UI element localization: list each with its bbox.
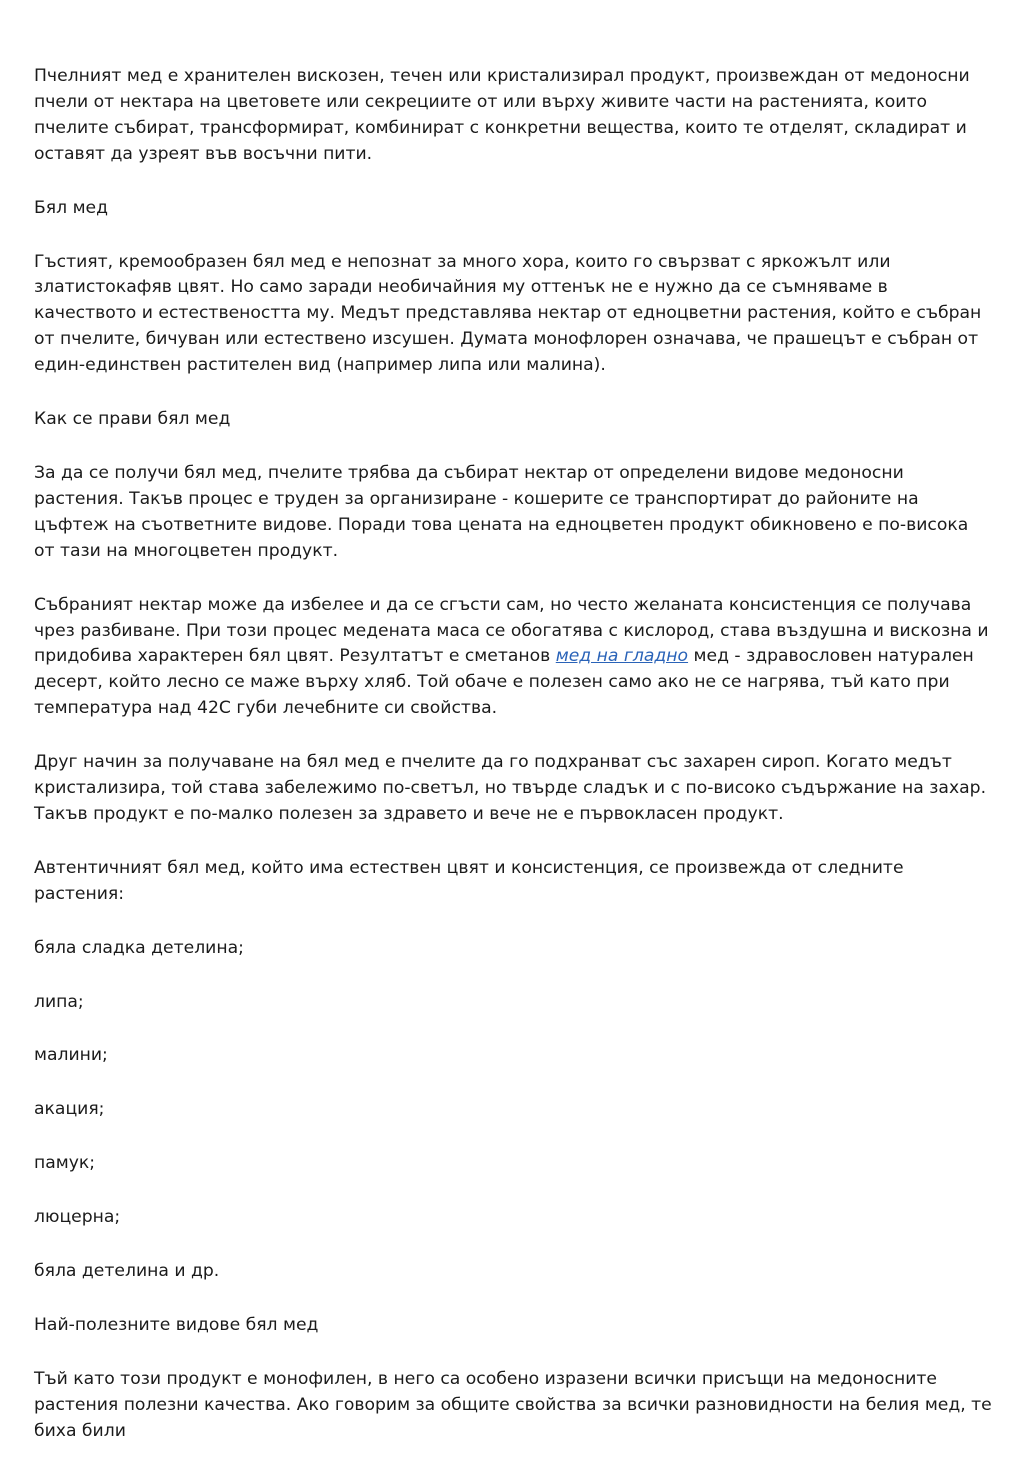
document-page bbox=[34, 64, 994, 1473]
intro-paragraph: Пчелният мед е хранителен вискозен, течен или кристализирал продукт, произвеждан от медоносни пчели от нектара на цветовете или секрециите от или върху живите части на растенията, които пчелите събират, трансформират, комбинират с конкретни вещества, които те отделят, складират и оставят да узреят във восъчни пити. bbox=[34, 66, 970, 164]
useful-paragraph: Тъй като този продукт е монофилен, в него са особено изразени всички присъщи на медоносните растения полезни качества. Ако говорим за общите свойства за всички разновидности на белия мед, те биха били bbox=[34, 1368, 992, 1441]
plant-list-item: малини; bbox=[34, 1045, 108, 1066]
honey-fasting-link[interactable]: мед на гладно bbox=[555, 646, 689, 667]
collected-nectar-paragraph bbox=[34, 593, 994, 723]
white-honey-paragraph: Гъстият, кремообразен бял мед е непознат за много хора, които го свързват с яркожълт или златистокафяв цвят. Но само заради необичайния му оттенък не е нужно да се съмняваме в качеството и естествеността му. Медът представлява нектар от едноцветни растения, който е събран от пчелите, бичуван или естествено изсушен. Думата монофлорен означава, че прашецът е събран от един-единствен растителен вид (например липа или малина). bbox=[34, 251, 982, 376]
plant-list-item: бяла сладка детелина; bbox=[34, 937, 244, 958]
plant-list-item: акация; bbox=[34, 1099, 105, 1120]
plant-list-item: липа; bbox=[34, 991, 84, 1012]
section-heading-useful: Най-полезните видове бял мед bbox=[34, 1315, 319, 1335]
how-made-paragraph: За да се получи бял мед, пчелите трябва да събират нектар от определени видове медоносни растения. Такъв процес е труден за организиране - кошерите се транспортират до районите на цъфтеж на съответните видове. Поради това цената на едноцветен продукт обикновено е по-висока от тази на многоцветен продукт. bbox=[34, 462, 969, 561]
section-heading-white-honey: Бял мед bbox=[34, 197, 109, 218]
authentic-paragraph: Автентичният бял мед, който има естествен цвят и консистенция, се произвежда от следните растения: bbox=[34, 857, 904, 904]
collected-nectar-text-after: мед - здравословен натурален десерт, който лесно се маже върху хляб. Той обаче е полезен само ако не се нагрява, тъй като при температура над 42С губи лечебните си свойства. bbox=[34, 646, 974, 719]
plant-list-item: бяла детелина и др. bbox=[34, 1261, 220, 1282]
collected-nectar-text-before: Събраният нектар може да избелее и да се сгъсти сам, но често желаната консистенция се получава чрез разбиване. При този процес медената маса се обогатява с кислород, става въздушна и вискозна и придобива характерен бял цвят. Резултатът е сметанов bbox=[34, 594, 989, 667]
section-heading-how-made: Как се прави бял мед bbox=[34, 409, 231, 430]
other-way-paragraph: Друг начин за получаване на бял мед е пчелите да го подхранват със захарен сироп. Когато медът кристализира, той става забележимо по-светъл, но твърде сладък и с по-високо съдържание на захар. Такъв продукт е по-малко полезен за здравето и вече не е първокласен продукт. bbox=[34, 752, 987, 824]
plant-list-item: люцерна; bbox=[34, 1207, 121, 1228]
plant-list-item: памук; bbox=[34, 1153, 96, 1174]
